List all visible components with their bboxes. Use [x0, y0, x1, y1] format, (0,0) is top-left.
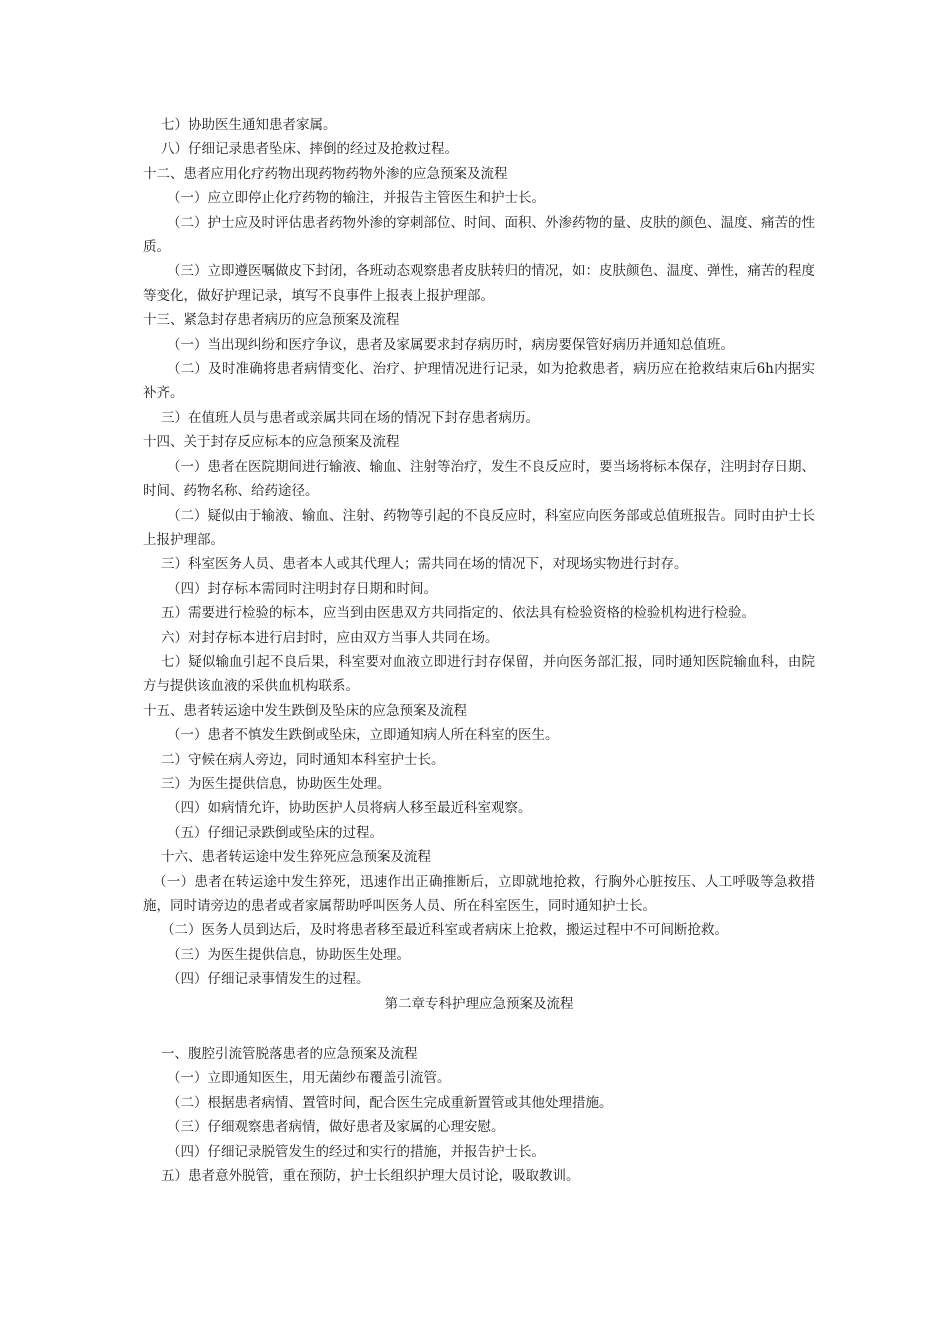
paragraph: （二）医务人员到达后，及时将患者移至最近科室或者病床上抢救，搬运过程中不可间断抢救。	[161, 922, 728, 939]
paragraph: 三）在值班人员与患者或亲属共同在场的情况下封存患者病历。	[161, 409, 539, 426]
paragraph: 十二、患者应用化疗药物出现药物药物外渗的应急预案及流程	[143, 165, 508, 182]
document-body	[143, 113, 815, 1188]
paragraph: （四）封存标本需同时注明封存日期和时间。	[167, 580, 437, 597]
paragraph: （二）根据患者病情、置管时间，配合医生完成重新置管或其他处理措施。	[167, 1094, 613, 1111]
paragraph: （三）仔细观察患者病情，做好患者及家属的心理安慰。	[167, 1119, 505, 1136]
paragraph: 十六、患者转运途中发生猝死应急预案及流程	[161, 849, 431, 866]
section-part-two	[143, 1042, 815, 1188]
paragraph: 三）为医生提供信息，协助医生处理。	[161, 775, 391, 792]
paragraph: 六）对封存标本进行启封时，应由双方当事人共同在场。	[161, 629, 499, 646]
paragraph: 二）守候在病人旁边，同时通知本科室护士长。	[161, 751, 445, 768]
paragraph: 一、腹腔引流管脱落患者的应急预案及流程	[161, 1046, 418, 1063]
paragraph: （二）护士应及时评估患者药物外渗的穿刺部位、时间、面积、外渗药物的量、皮肤的颜色、温度、痛苦的性质。	[143, 214, 815, 256]
paragraph: （四）如病情允许，协助医护人员将病人移至最近科室观察。	[167, 800, 532, 817]
paragraph: 十四、关于封存反应标本的应急预案及流程	[143, 434, 400, 451]
paragraph: （一）应立即停止化疗药物的输注，并报告主管医生和护士长。	[167, 190, 545, 207]
paragraph: 七）疑似输血引起不良后果，科室要对血液立即进行封存保留，并向医务部汇报，同时通知医院输血科，由院方与提供该血液的采供血机构联系。	[143, 653, 815, 695]
paragraph: （一）患者在转运途中发生猝死，迅速作出正确推断后，立即就地抢救，行胸外心脏按压、人工呼吸等急救措施，同时请旁边的患者或者家属帮助呼叫医务人员、所在科室医生，同时通知护士长。	[143, 873, 815, 914]
paragraph: （二）疑似由于输液、输血、注射、药物等引起的不良反应时，科室应向医务部或总值班报告。同时由护士长上报护理部。	[143, 507, 815, 548]
paragraph: 十三、紧急封存患者病历的应急预案及流程	[143, 312, 400, 329]
paragraph: 七）协助医生通知患者家属。	[161, 117, 337, 133]
paragraph: （一）患者不慎发生跌倒或坠床，立即通知病人所在科室的医生。	[167, 727, 559, 744]
paragraph: （一）立即通知医生，用无菌纱布覆盖引流管。	[167, 1070, 451, 1087]
paragraph: （一）当出现纠纷和医疗争议，患者及家属要求封存病历时，病房要保管好病历并通知总值班。	[167, 336, 734, 353]
paragraph: （一）患者在医院期间进行输液、输血、注射等治疗，发生不良反应时，要当场将标本保存，注明封存日期、时间、药物名称、给药途径。	[143, 458, 815, 500]
paragraph: 十五、患者转运途中发生跌倒及坠床的应急预案及流程	[143, 702, 467, 719]
chapter-title: 第二章专科护理应急预案及流程	[384, 995, 574, 1012]
paragraph: （二）及时准确将患者病情变化、治疗、护理情况进行记录，如为抢救患者，病历应在抢救结束后6h内据实补齐。	[143, 361, 815, 402]
paragraph: （三）为医生提供信息，协助医生处理。	[167, 946, 410, 963]
paragraph: （五）仔细记录跌倒或坠床的过程。	[167, 824, 383, 841]
paragraph: 五）需要进行检验的标本，应当到由医患双方共同指定的、依法具有检验资格的检验机构进行检验。	[161, 605, 755, 622]
section-part-one	[143, 113, 815, 992]
paragraph: （四）仔细记录脱管发生的经过和实行的措施，并报告护士长。	[167, 1143, 545, 1160]
paragraph: 三）科室医务人员、患者本人或其代理人；需共同在场的情况下，对现场实物进行封存。	[161, 556, 688, 573]
paragraph: （四）仔细记录事情发生的过程。	[167, 971, 370, 988]
paragraph: 八）仔细记录患者坠床、摔倒的经过及抢救过程。	[161, 141, 458, 158]
paragraph: 五）患者意外脱管，重在预防，护士长组织护理大员讨论，吸取教训。	[161, 1168, 580, 1185]
paragraph: （三）立即遵医嘱做皮下封闭，各班动态观察患者皮肤转归的情况，如：皮肤颜色、温度、弹性，痛苦的程度等变化，做好护理记录，填写不良事件上报表上报护理部。	[143, 263, 815, 304]
